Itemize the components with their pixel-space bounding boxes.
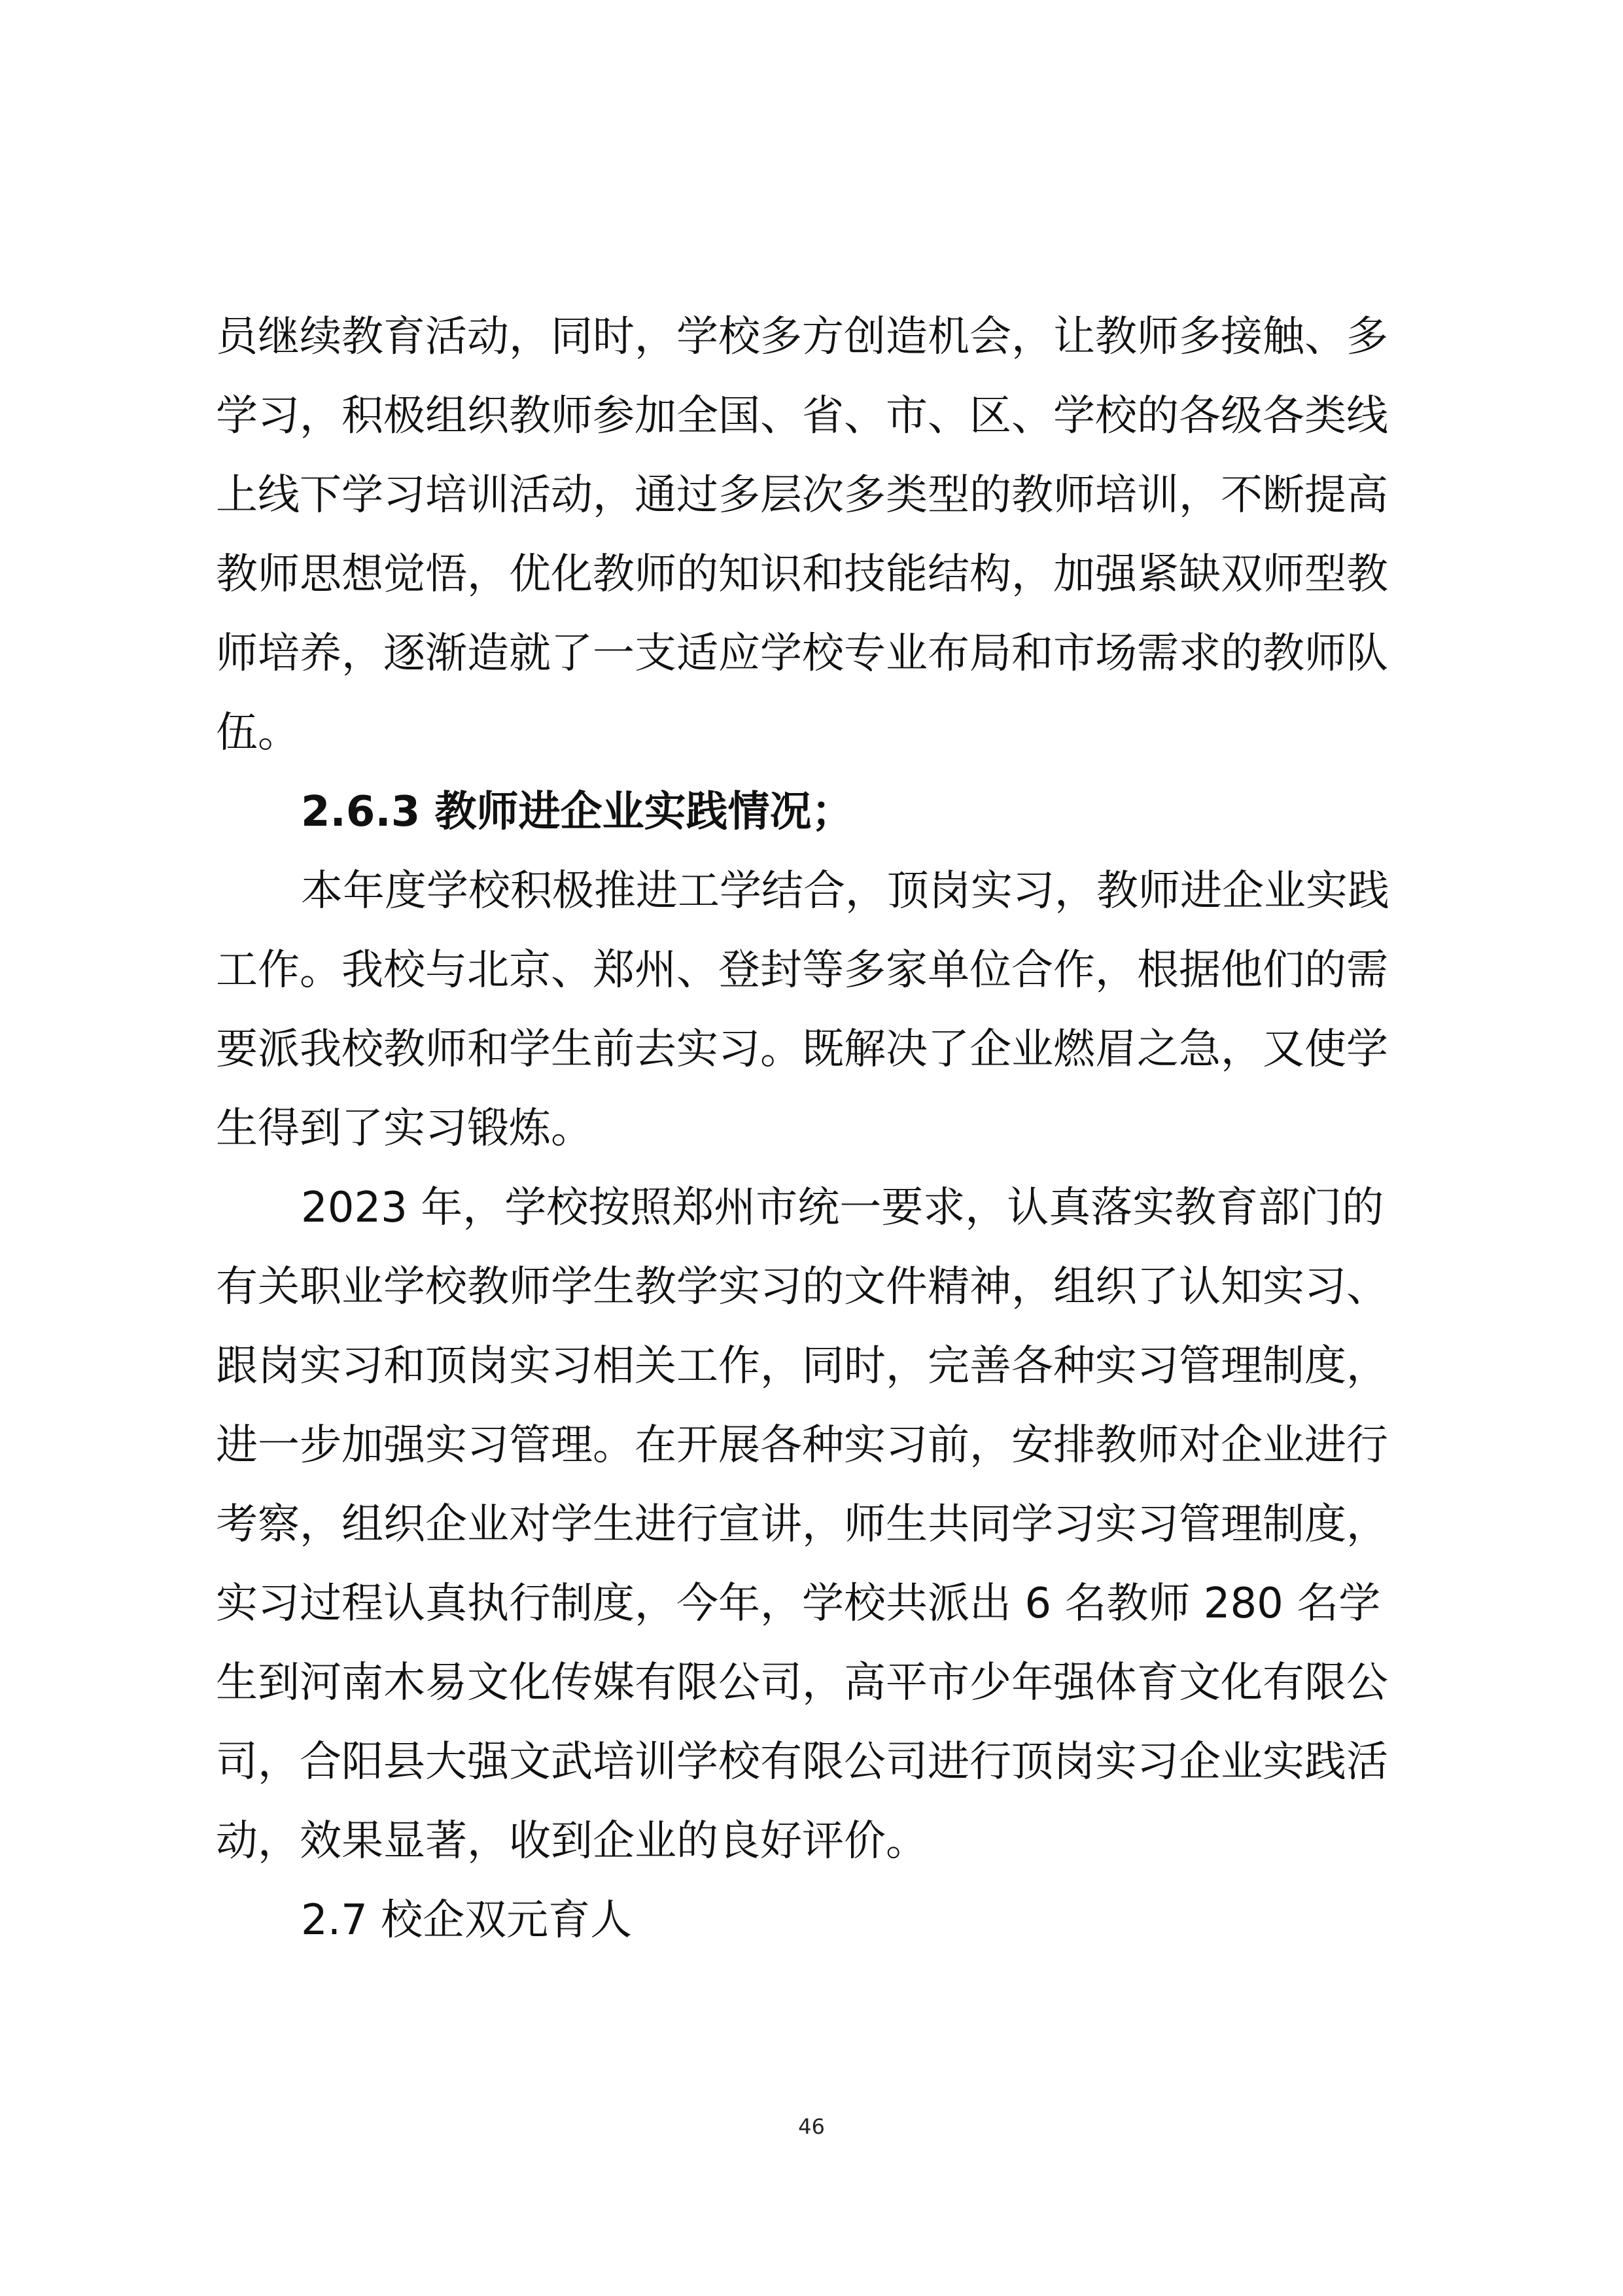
text-line: 伍。	[216, 709, 300, 757]
section-heading-2-7: 2.7 校企双元育人	[301, 1896, 633, 1945]
text-line: 生得到了实习锻炼。	[216, 1104, 593, 1153]
text-line: 有关职业学校教师学生教学实习的文件精神，组织了认知实习、	[216, 1263, 1388, 1311]
text-line: 工作。我校与北京、郑州、登封等多家单位合作，根据他们的需	[216, 946, 1388, 995]
text-line: 司，合阳县大强文武培训学校有限公司进行顶岗实习企业实践活	[216, 1738, 1388, 1786]
document-body	[216, 298, 1433, 1960]
text-line: 本年度学校积极推进工学结合，顶岗实习，教师进企业实践	[301, 867, 1389, 915]
text-line: 生到河南木易文化传媒有限公司，高平市少年强体育文化有限公	[216, 1659, 1388, 1707]
text-line: 要派我校教师和学生前去实习。既解决了企业燃眉之急，又使学	[216, 1025, 1388, 1074]
text-line: 学习，积极组织教师参加全国、省、市、区、学校的各级各类线	[216, 392, 1388, 440]
text-line: 进一步加强实习管理。在开展各种实习前，安排教师对企业进行	[216, 1421, 1388, 1470]
text-line: 实习过程认真执行制度，今年，学校共派出 6 名教师 280 名学	[216, 1580, 1381, 1628]
text-line: 考察，组织企业对学生进行宣讲，师生共同学习实习管理制度，	[216, 1500, 1388, 1549]
text-line: 教师思想觉悟，优化教师的知识和技能结构，加强紧缺双师型教	[216, 550, 1388, 599]
page-number: 46	[798, 2114, 825, 2139]
text-line: 师培养，逐渐造就了一支适应学校专业布局和市场需求的教师队	[216, 629, 1388, 678]
text-line: 2023 年，学校按照郑州市统一要求，认真落实教育部门的	[301, 1184, 1384, 1232]
section-heading-2-6-3: 2.6.3 教师进企业实践情况；	[301, 788, 854, 836]
paragraph-teacher-training	[216, 298, 1433, 773]
text-line: 动，效果显著，收到企业的良好评价。	[216, 1817, 928, 1865]
paragraph-internship-2023	[216, 1169, 1433, 1881]
paragraph-work-study	[216, 852, 1433, 1169]
text-line: 跟岗实习和顶岗实习相关工作，同时，完善各种实习管理制度，	[216, 1342, 1388, 1390]
text-line: 上线下学习培训活动，通过多层次多类型的教师培训，不断提高	[216, 471, 1388, 520]
text-line: 员继续教育活动，同时，学校多方创造机会，让教师多接触、多	[216, 313, 1388, 361]
